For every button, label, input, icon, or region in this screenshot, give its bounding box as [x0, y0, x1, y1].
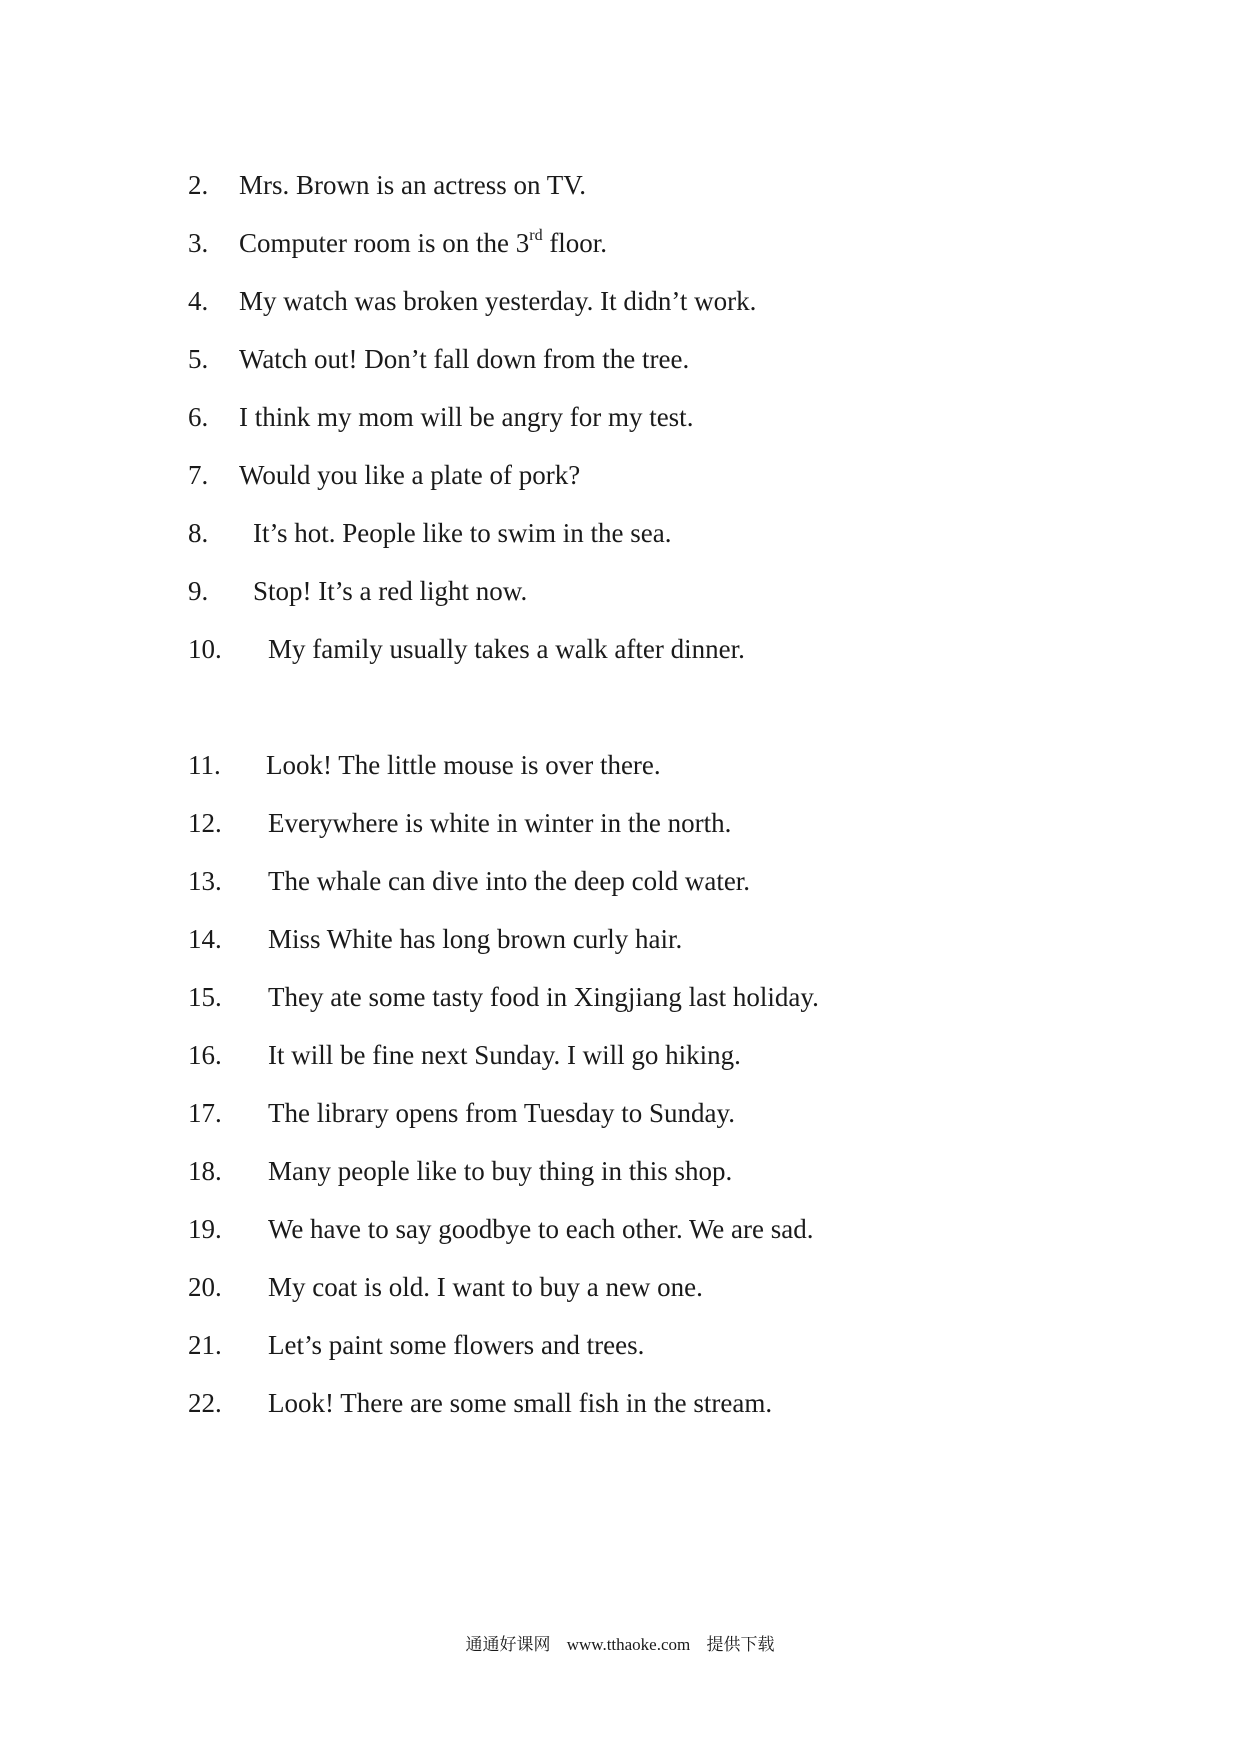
- item-text: Watch out! Don’t fall down from the tree.: [239, 344, 690, 374]
- footer-site-name: 通通好课网: [465, 1635, 551, 1654]
- item-text: Look! The little mouse is over there.: [266, 750, 661, 780]
- item-text: My coat is old. I want to buy a new one.: [268, 1272, 703, 1302]
- item-number: 20.: [188, 1272, 222, 1302]
- item-text: We have to say goodbye to each other. We are sad.: [268, 1214, 814, 1244]
- item-text: Look! There are some small fish in the stream.: [268, 1388, 773, 1418]
- item-number: 18.: [188, 1156, 222, 1186]
- item-text: It will be fine next Sunday. I will go hiking.: [268, 1040, 741, 1070]
- ordinal-superscript: rd: [529, 227, 543, 244]
- item-text: It’s hot. People like to swim in the sea.: [253, 518, 672, 548]
- item-number: 21.: [188, 1330, 222, 1360]
- item-number: 17.: [188, 1098, 222, 1128]
- item-number: 7.: [188, 460, 209, 490]
- item-text: Everywhere is white in winter in the north.: [268, 808, 732, 838]
- item-number: 11.: [188, 750, 221, 780]
- item-number: 2.: [188, 170, 209, 200]
- item-number: 4.: [188, 286, 209, 316]
- item-text: My watch was broken yesterday. It didn’t work.: [239, 286, 757, 316]
- item-text: They ate some tasty food in Xingjiang last holiday.: [268, 982, 819, 1012]
- item-number: 10.: [188, 634, 222, 664]
- item-text: Mrs. Brown is an actress on TV.: [239, 170, 586, 200]
- item-text: The library opens from Tuesday to Sunday.: [268, 1098, 735, 1128]
- item-text: Many people like to buy thing in this shop.: [268, 1156, 733, 1186]
- item-number: 6.: [188, 402, 209, 432]
- item-text: The whale can dive into the deep cold water.: [268, 866, 751, 896]
- item-number: 13.: [188, 866, 222, 896]
- item-text: Stop! It’s a red light now.: [253, 576, 528, 606]
- item-text-end: floor.: [542, 228, 608, 258]
- item-text: Would you like a plate of pork?: [239, 460, 581, 490]
- item-number: 8.: [188, 518, 209, 548]
- item-number: 16.: [188, 1040, 222, 1070]
- item-text: My family usually takes a walk after dinner.: [268, 634, 745, 664]
- item-number: 19.: [188, 1214, 222, 1244]
- item-number: 5.: [188, 344, 209, 374]
- item-text: [239, 223, 607, 263]
- item-number: 22.: [188, 1388, 222, 1418]
- item-number: 9.: [188, 576, 209, 606]
- item-number: 12.: [188, 808, 222, 838]
- item-number: 14.: [188, 924, 222, 954]
- footer-url: www.tthaoke.com: [566, 1635, 691, 1654]
- item-number: 15.: [188, 982, 222, 1012]
- item-number: 3.: [188, 228, 209, 258]
- item-text: Let’s paint some flowers and trees.: [268, 1330, 645, 1360]
- footer-suffix: 提供下载: [706, 1635, 775, 1654]
- item-text: I think my mom will be angry for my test.: [239, 402, 694, 432]
- item-text-main: Computer room is on the 3: [239, 228, 530, 258]
- page-footer: [0, 1632, 1240, 1658]
- item-text: Miss White has long brown curly hair.: [268, 924, 683, 954]
